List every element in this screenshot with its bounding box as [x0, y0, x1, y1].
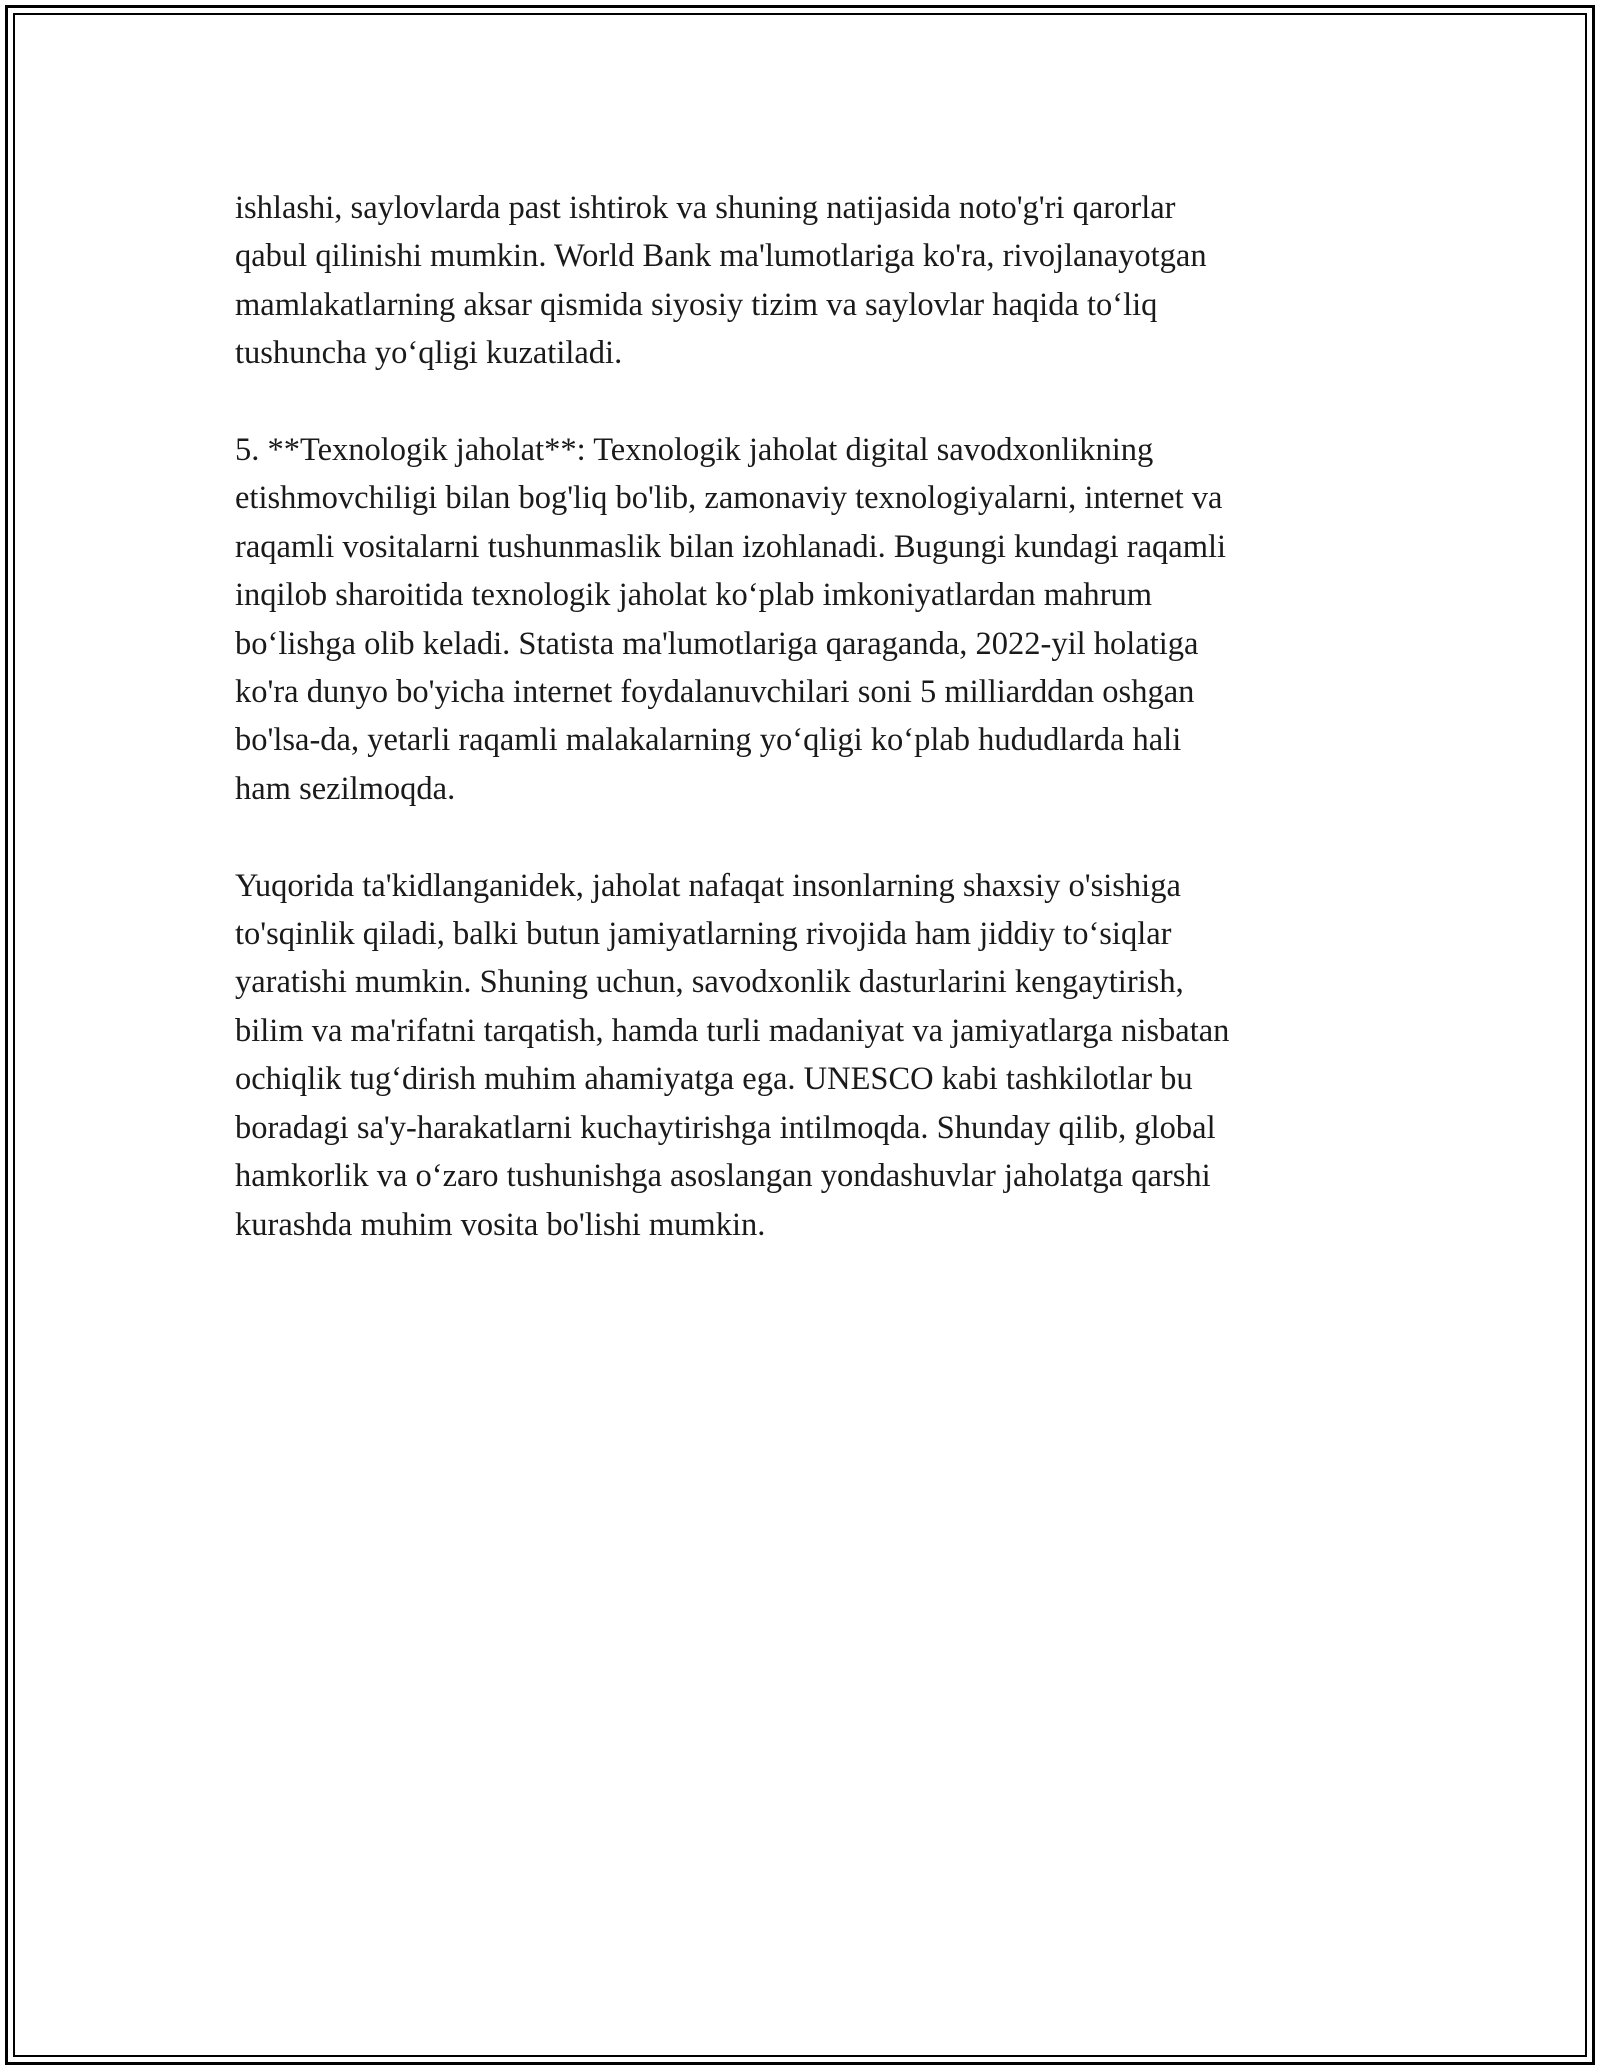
- text-line: raqamli vositalarni tushunmaslik bilan izohlanadi. Bugungi kundagi raqamli: [235, 528, 1227, 565]
- text-line: bo'lsa-da, yetarli raqamli malakalarning yo‘qligi ko‘plab hududlarda hali: [235, 722, 1182, 759]
- document-body: [235, 184, 1395, 1297]
- text-line: inqilob sharoitida texnologik jaholat ko‘plab imkoniyatlardan mahrum: [235, 577, 1153, 614]
- text-line: kurashda muhim vosita bo'lishi mumkin.: [235, 1206, 766, 1243]
- text-line: hamkorlik va o‘zaro tushunishga asoslangan yondashuvlar jaholatga qarshi: [235, 1158, 1211, 1195]
- text-line: yaratishi mumkin. Shuning uchun, savodxonlik dasturlarini kengaytirish,: [235, 964, 1184, 1001]
- text-line: bo‘lishga olib keladi. Statista ma'lumotlariga qaraganda, 2022-yil holatiga: [235, 625, 1199, 662]
- text-line: bilim va ma'rifatni tarqatish, hamda turli madaniyat va jamiyatlarga nisbatan: [235, 1012, 1230, 1049]
- paragraph-2: [235, 426, 1395, 813]
- text-line: 5. **Texnologik jaholat**: Texnologik jaholat digital savodxonlikning: [235, 432, 1154, 469]
- text-line: boradagi sa'y-harakatlarni kuchaytirishga intilmoqda. Shunday qilib, global: [235, 1109, 1216, 1146]
- text-line: etishmovchiligi bilan bog'liq bo'lib, zamonaviy texnologiyalarni, internet va: [235, 480, 1223, 517]
- text-line: ishlashi, saylovlarda past ishtirok va shuning natijasida noto'g'ri qarorlar: [235, 190, 1176, 226]
- text-line: ham sezilmoqda.: [235, 770, 456, 807]
- text-line: mamlakatlarning aksar qismida siyosiy tizim va saylovlar haqida to‘liq: [235, 286, 1158, 323]
- text-line: qabul qilinishi mumkin. World Bank ma'lumotlariga ko'ra, rivojlanayotgan: [235, 238, 1207, 275]
- text-line: ochiqlik tug‘dirish muhim ahamiyatga ega. UNESCO kabi tashkilotlar bu: [235, 1061, 1193, 1098]
- paragraph-3: [235, 862, 1395, 1249]
- text-line: ko'ra dunyo bo'yicha internet foydalanuvchilari soni 5 milliarddan oshgan: [235, 674, 1195, 711]
- paragraph-1: [235, 184, 1395, 378]
- text-line: Yuqorida ta'kidlanganidek, jaholat nafaqat insonlarning shaxsiy o'sishiga: [235, 867, 1181, 904]
- text-line: to'sqinlik qiladi, balki butun jamiyatlarning rivojida ham jiddiy to‘siqlar: [235, 916, 1172, 953]
- text-line: tushuncha yo‘qligi kuzatiladi.: [235, 335, 623, 372]
